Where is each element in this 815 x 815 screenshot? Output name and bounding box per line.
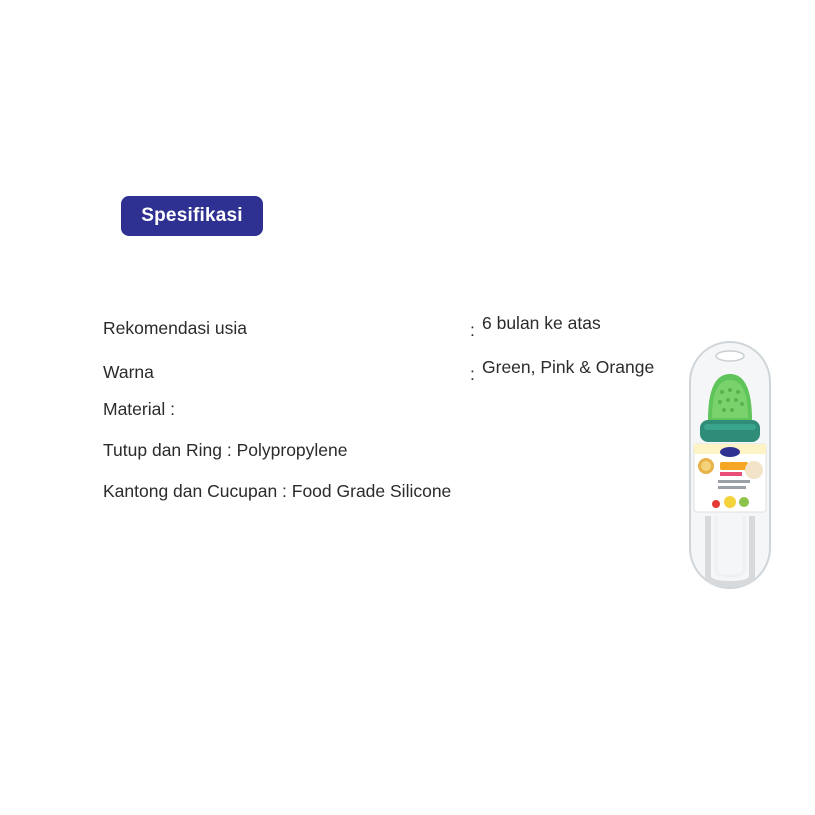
cap-ring-material: Tutup dan Ring : Polypropylene [103, 440, 348, 460]
color-colon: : [470, 364, 475, 384]
material-label: Material : [103, 399, 175, 419]
age-value: 6 bulan ke atas [482, 313, 601, 333]
color-label: Warna [103, 362, 154, 382]
age-label: Rekomendasi usia [103, 318, 247, 338]
pouch-nipple-material: Kantong dan Cucupan : Food Grade Silicone [103, 481, 452, 501]
spesifikasi-badge: Spesifikasi [121, 196, 263, 236]
age-colon: : [470, 320, 475, 340]
color-value: Green, Pink & Orange [482, 357, 655, 377]
fruit-feeder-package-image [686, 340, 774, 590]
